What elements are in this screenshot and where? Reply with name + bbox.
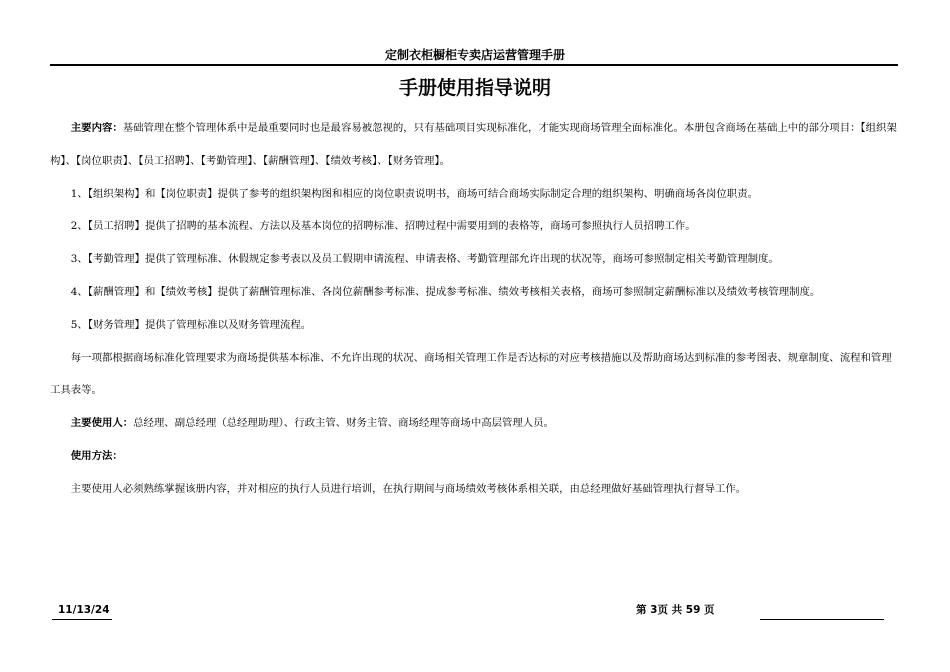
footer-signature-line [760, 619, 884, 620]
users-text: 总经理、副总经理（总经理助理）、行政主管、财务主管、商场经理等商场中高层管理人员。 [133, 417, 554, 430]
users-label: 主要使用人： [70, 417, 134, 430]
intro-label: 主要内容： [70, 122, 123, 134]
method-heading [50, 440, 902, 473]
list-item: 5、【财务管理】提供了管理标准以及财务管理流程。 [70, 318, 312, 331]
method-label: 使用方法： [70, 449, 123, 462]
document-body [50, 112, 902, 506]
list-item: 4、【薪酬管理】和【绩效考核】提供了薪酬管理标准、各岗位薪酬参考标准、提成参考标准、绩效考核相关表格，商场可参照制定薪酬标准以及绩效考核管理制度。 [70, 285, 821, 298]
document-title: 手册使用指导说明 [398, 77, 551, 99]
list-item: 2、【员工招聘】提供了招聘的基本流程、方法以及基本岗位的招聘标准、招聘过程中需要用到的表格等，商场可参照执行人员招聘工作。 [70, 220, 696, 233]
running-header: 定制衣柜橱柜专卖店运营管理手册 [384, 48, 565, 62]
method-paragraph: 主要使用人必须熟练掌握该册内容，并对相应的执行人员进行培训，在执行期间与商场绩效考核体系相关联，由总经理做好基础管理执行督导工作。 [70, 482, 747, 495]
list-item: 3、【考勤管理】提供了管理标准、休假规定参考表以及员工假期申请流程、申请表格、考勤管理部允许出现的状况等，商场可参照制定相关考勤管理制度。 [70, 253, 779, 266]
intro-text: 基础管理在整个管理体系中是最重要同时也是最容易被忽视的，只有基础项目实现标准化，才能实现商场管理全面标准化。本册包含商场在基础上中的部分项目：【组织架构】、【岗位职责】、【员工招聘】、【考勤管理】、【薪酬管理】、【绩效考核】、【财务管理】。 [50, 122, 897, 167]
header-divider [50, 64, 898, 66]
summary-paragraph: 每一项都根据商场标准化管理要求为商场提供基本标准、不允许出现的状况、商场相关管理工作是否达标的对应考核措施以及帮助商场达到标准的参考图表、规章制度、流程和管理工具表等。 [50, 351, 892, 397]
users-paragraph [50, 407, 902, 440]
footer-date-underline [52, 619, 112, 620]
intro-paragraph [50, 112, 902, 178]
footer-date: 11/13/24 [58, 604, 110, 616]
page-number: 第 3页 共 59 页 [636, 604, 715, 616]
list-item: 1、【组织架构】和【岗位职责】提供了参考的组织架构图和相应的岗位职责说明书，商场可结合商场实际制定合理的组织架构、明确商场各岗位职责。 [70, 187, 758, 200]
